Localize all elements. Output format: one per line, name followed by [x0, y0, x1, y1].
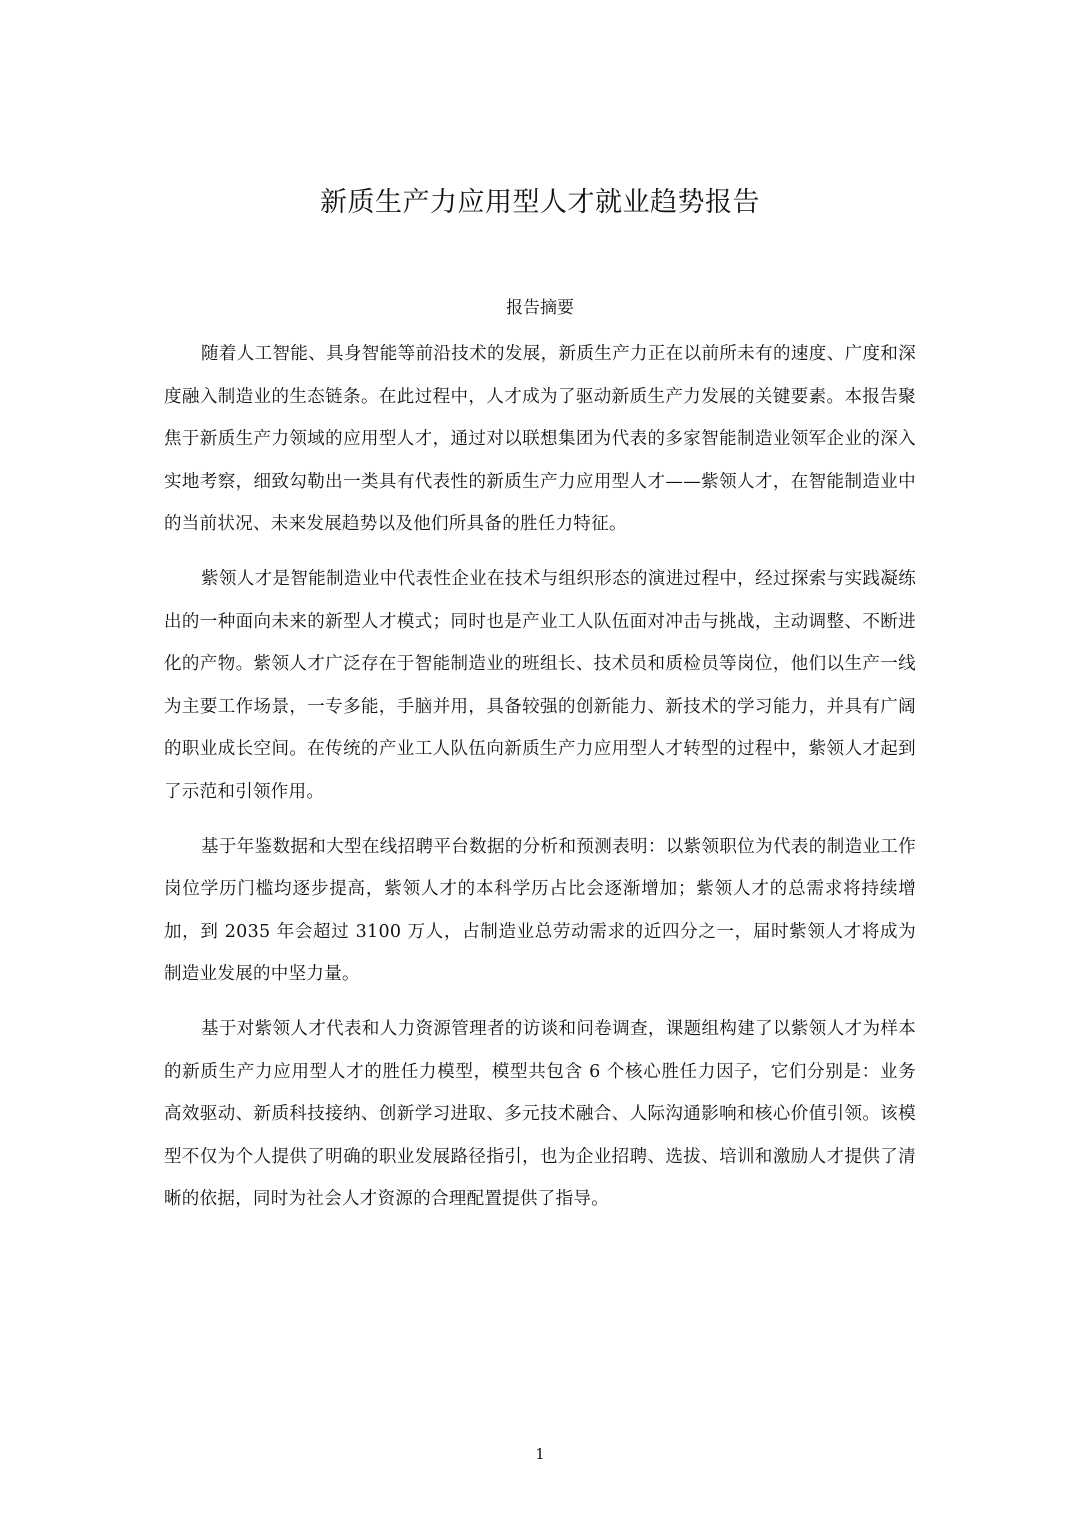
paragraph: 紫领人才是智能制造业中代表性企业在技术与组织形态的演进过程中，经过探索与实践凝练出的一种面向未来的新型人才模式；同时也是产业工人队伍面对冲击与挑战，主动调整、不断进化的产物。紫领人才广泛存在于智能制造业的班组长、技术员和质检员等岗位，他们以生产一线为主要工作场景，一专多能，手脑并用，具备较强的创新能力、新技术的学习能力，并具有广阔的职业成长空间。在传统的产业工人队伍向新质生产力应用型人才转型的过程中，紫领人才起到了示范和引领作用。 [164, 568, 916, 802]
paragraph: 基于对紫领人才代表和人力资源管理者的访谈和问卷调查，课题组构建了以紫领人才为样本的新质生产力应用型人才的胜任力模型，模型共包含 6 个核心胜任力因子，它们分别是：业务高效驱动、新质科技接纳、创新学习进取、多元技术融合、人际沟通影响和核心价值引领。该模型不仅为个人提供了明确的职业发展路径指引，也为企业招聘、选拔、培训和激励人才提供了清晰的依据，同时为社会人才资源的合理配置提供了指导。 [164, 1018, 916, 1210]
paragraph: 基于年鉴数据和大型在线招聘平台数据的分析和预测表明：以紫领职位为代表的制造业工作岗位学历门槛均逐步提高，紫领人才的本科学历占比会逐渐增加；紫领人才的总需求将持续增加，到 2035 年会超过 3100 万人，占制造业总劳动需求的近四分之一，届时紫领人才将成为制造业发展的中坚力量。 [164, 836, 916, 985]
abstract-body [164, 333, 916, 1233]
paragraph: 随着人工智能、具身智能等前沿技术的发展，新质生产力正在以前所未有的速度、广度和深度融入制造业的生态链条。在此过程中，人才成为了驱动新质生产力发展的关键要素。本报告聚焦于新质生产力领域的应用型人才，通过对以联想集团为代表的多家智能制造业领军企业的深入实地考察，细致勾勒出一类具有代表性的新质生产力应用型人才——紫领人才，在智能制造业中的当前状况、未来发展趋势以及他们所具备的胜任力特征。 [164, 344, 916, 535]
document-title: 新质生产力应用型人才就业趋势报告 [320, 187, 760, 218]
section-heading: 报告摘要 [506, 298, 574, 318]
page-number: 1 [535, 1445, 545, 1463]
